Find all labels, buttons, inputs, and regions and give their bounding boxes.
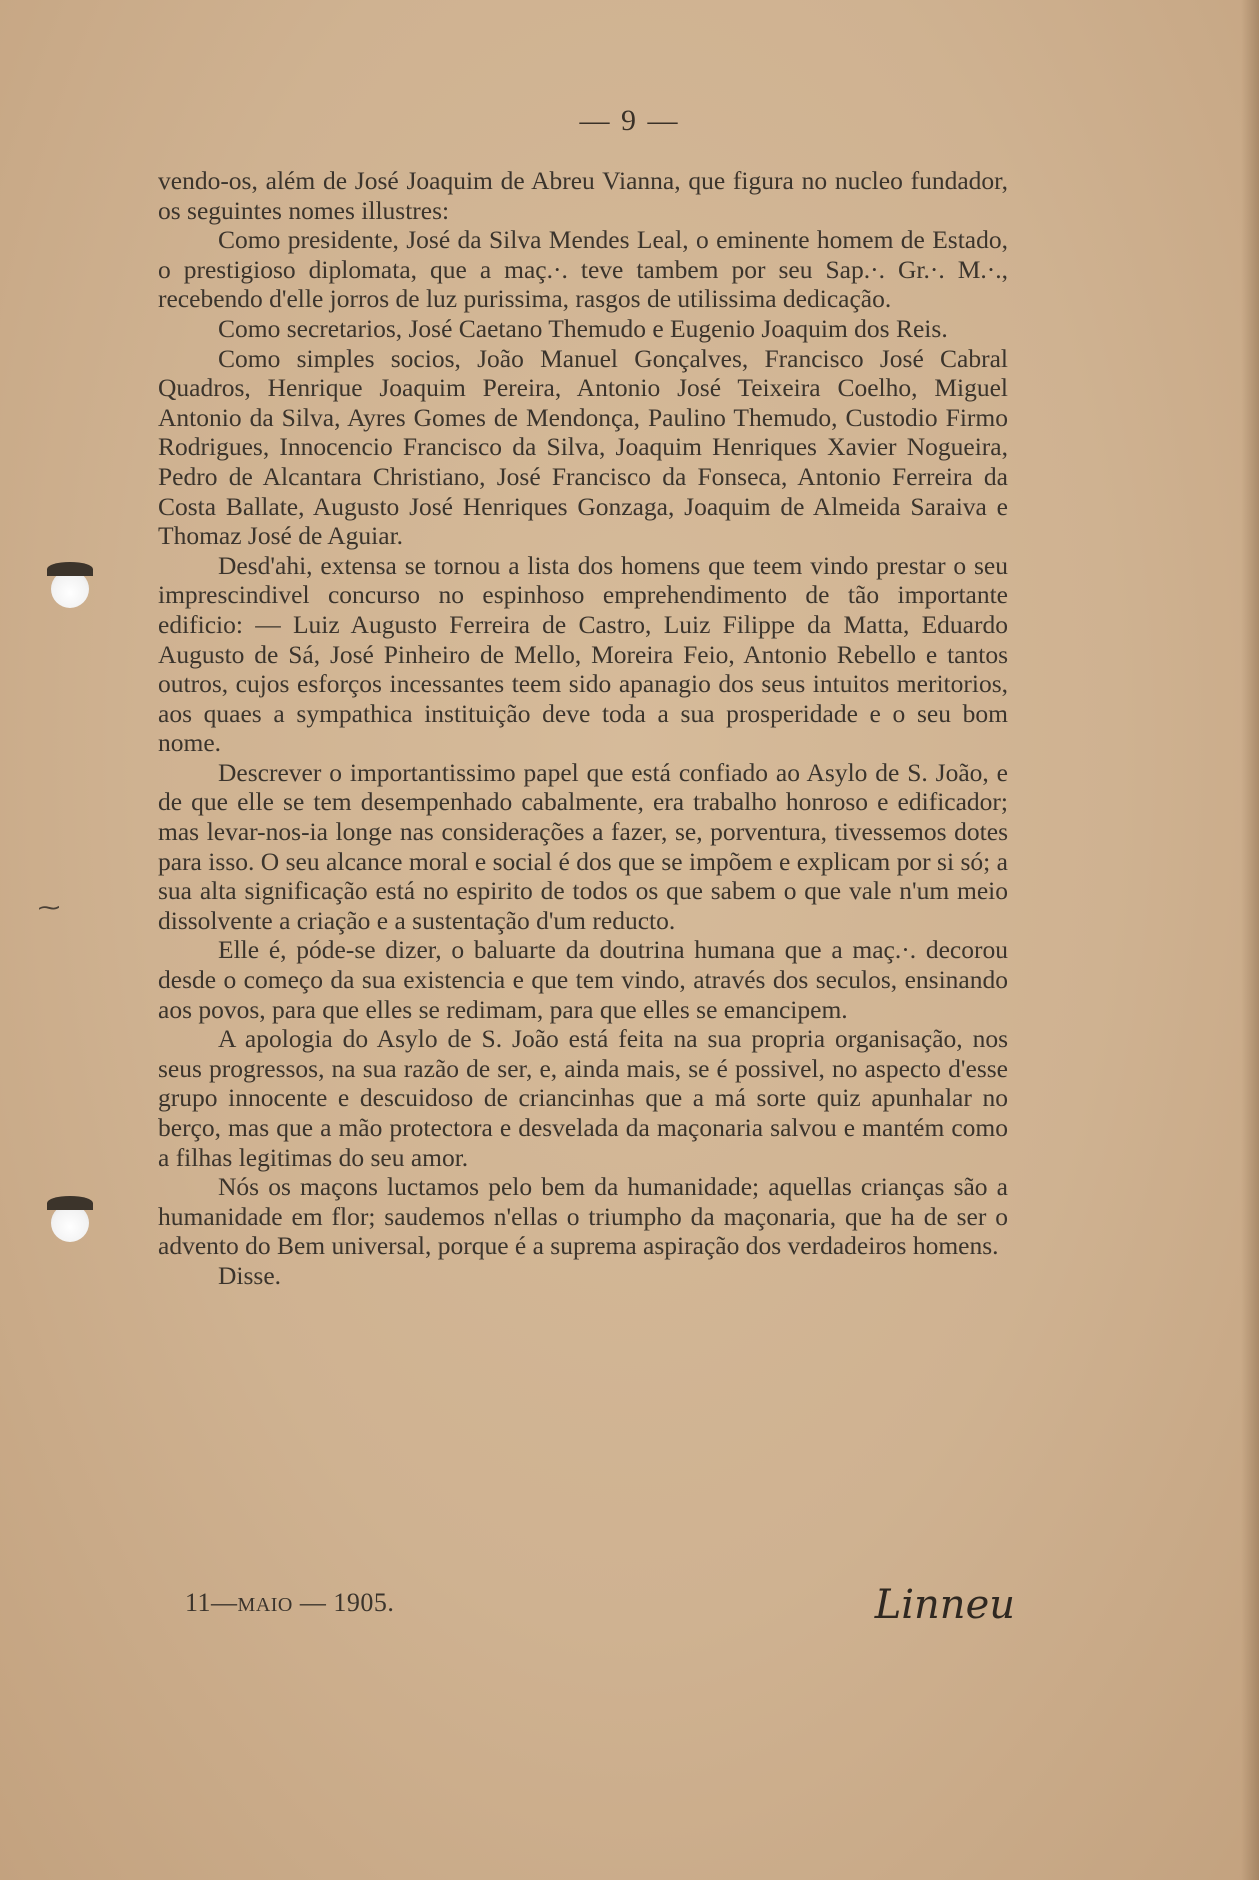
body-text: [158, 166, 1008, 1291]
footer: [185, 1582, 1015, 1648]
date-year: 1905.: [333, 1588, 395, 1617]
punch-hole: [51, 1204, 89, 1242]
paragraph: Descrever o importantissimo papel que está confiado ao Asylo de S. João, e de que elle se tem desempenhado cabalmente, era trabalho honroso e edificador; mas levar-nos-ia longe nas considerações a fazer, se, porventura, tivessemos dotes para isso. O seu alcance moral e social é dos que se impõem e explicam por si só; a sua alta significação está no espirito de todos os que sabem o que vale n'um meio dissolvente a criação e a sustentação d'um reducto.: [158, 757, 1008, 935]
date-month: MAIO: [237, 1594, 293, 1616]
signature: Linneu: [874, 1582, 1015, 1628]
page-number: — 9 —: [579, 104, 680, 137]
paragraph: Elle é, póde-se dizer, o baluarte da doutrina humana que a maç.·. decorou desde o começo da sua existencia e que tem vindo, através dos seculos, ensinando aos povos, para que elles se redimam, para que elles se emancipem.: [158, 935, 1008, 1024]
paragraph: A apologia do Asylo de S. João está feita na sua propria organisação, nos seus progressos, na sua razão de ser, e, ainda mais, se é possivel, no aspecto d'esse grupo innocente e descuidoso de criancinhas que a má sorte quiz apunhalar no berço, mas que a mão protectora e desvelada da maçonaria salvou e mantém como a filhas legitimas do seu amor.: [158, 1024, 1008, 1172]
date: [185, 1588, 394, 1618]
paragraph: Nós os maçons luctamos pelo bem da humanidade; aquellas crianças são a humanidade em flor; saudemos n'ellas o triumpho da maçonaria, que ha de ser o advento do Bem universal, porque é a suprema aspiração dos verdadeiros homens.: [158, 1172, 1008, 1261]
paragraph: Como presidente, José da Silva Mendes Leal, o eminente homem de Estado, o prestigioso diplomata, que a maç.·. teve tambem por seu Sap.·. Gr.·. M.·., recebendo d'elle jorros de luz purissima, rasgos de utilissima dedicação.: [158, 225, 1008, 314]
paragraph: Desd'ahi, extensa se tornou a lista dos homens que teem vindo prestar o seu imprescindivel concurso no espinhoso emprehendimento de tão importante edificio: — Luiz Augusto Ferreira de Castro, Luiz Filippe da Matta, Eduardo Augusto de Sá, José Pinheiro de Mello, Moreira Feio, Antonio Rebello e tantos outros, cujos esforços incessantes teem sido apanagio dos seus intuitos meritorios, aos quaes a sympathica instituição deve toda a sua prosperidade e o seu bom nome.: [158, 550, 1008, 758]
paragraph: Como secretarios, José Caetano Themudo e Eugenio Joaquim dos Reis.: [218, 313, 948, 343]
date-day: 11: [185, 1588, 212, 1617]
paragraph-closing: Disse.: [218, 1260, 282, 1290]
page-edge-shadow: [1241, 0, 1259, 1880]
punch-hole: [51, 570, 89, 608]
paragraph: vendo-os, além de José Joaquim de Abreu Vianna, que figura no nucleo fundador, os seguintes nomes illustres:: [158, 166, 1008, 225]
date-separator: —: [292, 1588, 334, 1617]
date-separator: —: [211, 1588, 238, 1617]
paragraph: Como simples socios, João Manuel Gonçalves, Francisco José Cabral Quadros, Henrique Joaquim Pereira, Antonio José Teixeira Coelho, Miguel Antonio da Silva, Ayres Gomes de Mendonça, Paulino Themudo, Custodio Firmo Rodrigues, Innocencio Francisco da Silva, Joaquim Henriques Xavier Nogueira, Pedro de Alcantara Christiano, José Francisco da Fonseca, Antonio Ferreira da Costa Ballate, Augusto José Henriques Gonzaga, Joaquim de Almeida Saraiva e Thomaz José de Aguiar.: [158, 343, 1008, 551]
ink-smudge-icon: ⁓: [38, 896, 60, 921]
